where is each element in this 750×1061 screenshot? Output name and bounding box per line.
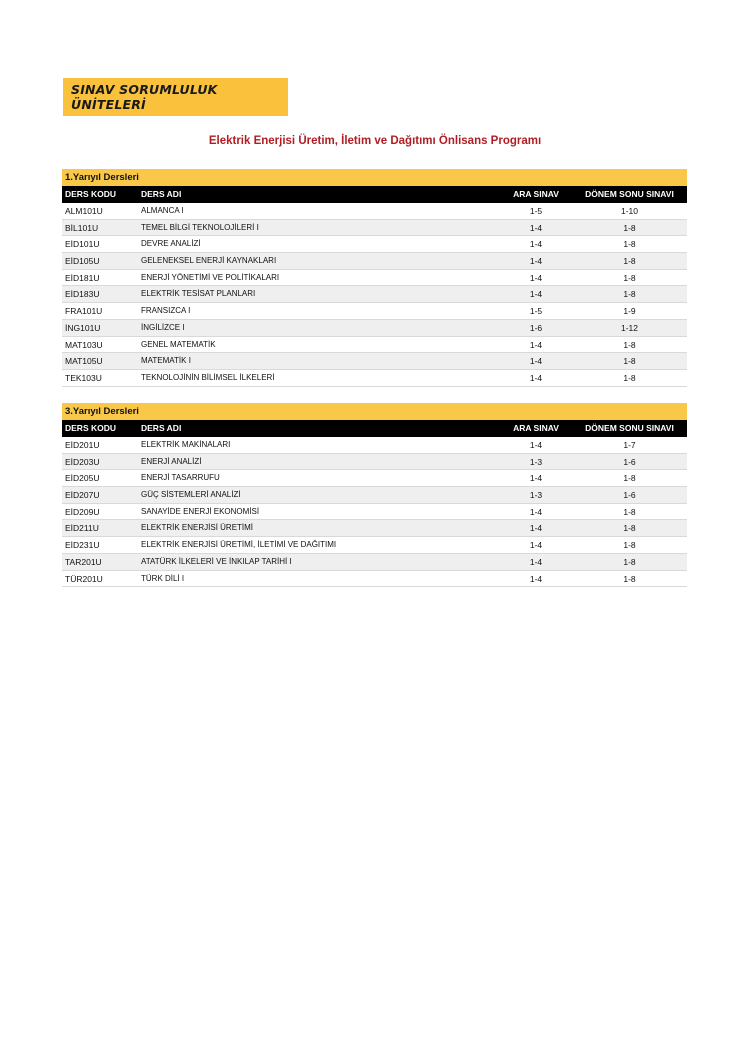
course-name: GENEL MATEMATİK: [141, 339, 216, 349]
midterm-units: 1-4: [529, 540, 543, 551]
final-units: 1-6: [623, 490, 636, 501]
midterm-units: 1-4: [529, 523, 543, 534]
course-code: TEK103U: [65, 372, 102, 383]
table-row: [62, 504, 687, 521]
midterm-units: 1-4: [529, 372, 543, 383]
course-code: EİD211U: [65, 523, 99, 534]
table-row: [62, 286, 687, 303]
course-name: MATEMATİK I: [141, 356, 191, 366]
final-units: 1-8: [623, 289, 636, 300]
midterm-units: 1-6: [529, 322, 543, 333]
course-code: ALM101U: [65, 206, 103, 216]
midterm-units: 1-5: [529, 206, 543, 216]
midterm-units: 1-4: [529, 573, 543, 584]
table-row: [62, 537, 687, 554]
midterm-units: 1-4: [529, 289, 543, 300]
table-header: [62, 420, 687, 437]
column-header-midterm: ARA SINAV: [513, 189, 559, 199]
midterm-units: 1-4: [529, 339, 543, 350]
course-name: DEVRE ANALİZİ: [141, 239, 201, 249]
midterm-units: 1-3: [529, 456, 543, 467]
column-header-code: DERS KODU: [65, 189, 117, 199]
course-code: FRA101U: [65, 306, 103, 317]
table-header: [62, 186, 687, 203]
column-header-final: DÖNEM SONU SINAVI: [585, 423, 674, 433]
course-code: BİL101U: [65, 222, 99, 233]
course-code: EİD181U: [65, 272, 100, 283]
midterm-units: 1-4: [529, 239, 543, 250]
banner-title: SINAV SORUMLULUK ÜNİTELERİ: [71, 82, 218, 112]
course-name: ATATÜRK İLKELERİ VE İNKILAP TARİHİ I: [141, 556, 292, 566]
final-units: 1-8: [623, 556, 636, 567]
table-row: [62, 437, 687, 454]
program-title: Elektrik Enerjisi Üretim, İletim ve Dağıtımı Önlisans Programı: [208, 135, 542, 147]
course-code: EİD209U: [65, 506, 100, 517]
course-name: GELENEKSEL ENERJİ KAYNAKLARI: [141, 256, 277, 266]
section-title: 3.Yarıyıl Dersleri: [62, 403, 687, 420]
course-code: EİD201U: [65, 440, 100, 450]
course-name: ALMANCA I: [141, 206, 184, 215]
course-code: MAT105U: [65, 356, 103, 367]
course-table-body: [62, 203, 687, 387]
course-name: ENERJİ TASARRUFU: [141, 473, 220, 483]
table-row: [62, 454, 687, 471]
final-units: 1-8: [623, 239, 636, 250]
course-name: TEKNOLOJİNİN BİLİMSEL İLKELERİ: [141, 372, 275, 382]
semester-3-section: [62, 403, 687, 587]
final-units: 1-8: [623, 222, 636, 233]
midterm-units: 1-5: [529, 306, 543, 317]
column-header-final: DÖNEM SONU SINAVI: [585, 189, 674, 199]
table-row: [62, 487, 687, 504]
table-row: [62, 320, 687, 337]
course-name: GÜÇ SİSTEMLERİ ANALİZİ: [141, 490, 241, 500]
table-row: [62, 303, 687, 320]
final-units: 1-8: [623, 339, 636, 350]
course-name: ENERJİ YÖNETİMİ VE POLİTİKALARI: [141, 272, 280, 282]
table-row: [62, 337, 687, 354]
table-row: [62, 253, 687, 270]
course-name: ELEKTRİK ENERJİSİ ÜRETİMİ: [141, 523, 254, 533]
table-row: [62, 554, 687, 571]
midterm-units: 1-4: [529, 256, 543, 267]
table-row: [62, 470, 687, 487]
midterm-units: 1-4: [529, 556, 543, 567]
course-code: EİD105U: [65, 256, 100, 267]
table-row: [62, 203, 687, 220]
table-row: [62, 236, 687, 253]
final-units: 1-12: [620, 322, 638, 333]
course-name: TÜRK DİLİ I: [141, 573, 185, 583]
course-name: İNGİLİZCE I: [141, 322, 185, 332]
semester-1-section: [62, 169, 687, 387]
course-code: TAR201U: [65, 556, 102, 567]
final-units: 1-10: [620, 206, 638, 216]
final-units: 1-6: [623, 456, 636, 467]
final-units: 1-8: [623, 506, 636, 517]
final-units: 1-8: [623, 372, 636, 383]
final-units: 1-8: [623, 573, 636, 584]
course-name: ELEKTRİK ENERJİSİ ÜRETİMİ, İLETİMİ VE DAĞITIMI: [141, 540, 337, 550]
course-table-body: [62, 437, 687, 587]
course-code: EİD183U: [65, 289, 100, 300]
table-row: [62, 353, 687, 370]
final-units: 1-8: [623, 356, 636, 367]
final-units: 1-8: [623, 540, 636, 551]
midterm-units: 1-4: [529, 440, 543, 450]
final-units: 1-7: [623, 440, 636, 450]
course-code: EİD203U: [65, 456, 100, 467]
midterm-units: 1-4: [529, 506, 543, 517]
course-code: MAT103U: [65, 339, 103, 350]
course-name: ELEKTRİK TESİSAT PLANLARI: [141, 289, 256, 299]
course-code: EİD207U: [65, 490, 100, 501]
final-units: 1-9: [623, 306, 636, 317]
final-units: 1-8: [623, 473, 636, 484]
column-header-name: DERS ADI: [141, 189, 182, 199]
column-header-code: DERS KODU: [65, 423, 117, 433]
final-units: 1-8: [623, 256, 636, 267]
course-name: SANAYİDE ENERJİ EKONOMİSİ: [141, 506, 260, 516]
course-code: İNG101U: [65, 322, 101, 333]
course-name: ELEKTRİK MAKİNALARI: [141, 440, 231, 449]
course-name: FRANSIZCA I: [141, 306, 191, 316]
column-header-name: DERS ADI: [141, 423, 182, 433]
course-name: ENERJİ ANALİZİ: [141, 456, 202, 466]
table-row: [62, 520, 687, 537]
table-row: [62, 571, 687, 588]
course-code: EİD101U: [65, 239, 100, 250]
course-code: EİD205U: [65, 473, 100, 484]
final-units: 1-8: [623, 523, 636, 534]
table-row: [62, 270, 687, 287]
course-code: EİD231U: [65, 540, 100, 551]
table-row: [62, 370, 687, 387]
header-banner: [63, 78, 288, 116]
midterm-units: 1-3: [529, 490, 543, 501]
midterm-units: 1-4: [529, 356, 543, 367]
course-code: TÜR201U: [65, 573, 103, 584]
table-row: [62, 220, 687, 237]
final-units: 1-8: [623, 272, 636, 283]
midterm-units: 1-4: [529, 272, 543, 283]
midterm-units: 1-4: [529, 473, 543, 484]
section-title: 1.Yarıyıl Dersleri: [62, 169, 687, 186]
midterm-units: 1-4: [529, 222, 543, 233]
course-name: TEMEL BİLGİ TEKNOLOJİLERİ I: [141, 222, 259, 232]
column-header-midterm: ARA SINAV: [513, 423, 559, 433]
